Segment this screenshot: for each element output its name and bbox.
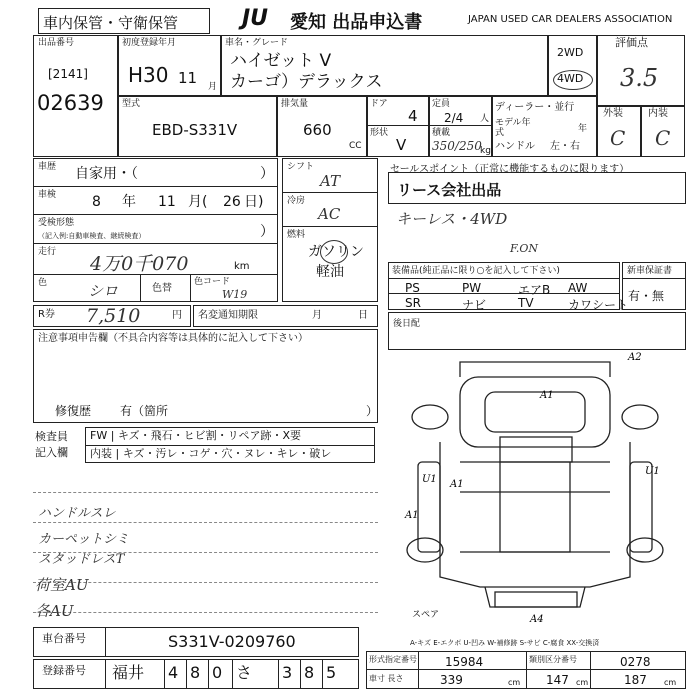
mark-u1-right: U1 [645,466,660,477]
shape-label: 形状 [370,128,389,138]
equipment-item: エアB [518,283,551,297]
drive-2wd: 2WD [557,46,584,59]
handle-label: ハンドル [495,141,535,152]
shift-value: AT [320,172,341,190]
checker-row1: FW | キズ・飛石・ヒビ割・リペア跡・X要 [90,429,301,442]
door-label: ドア [370,99,388,109]
capacity-value: 2/4 [444,111,464,125]
registration-char: 4 [168,663,179,682]
fuel-diesel: 軽油 [316,264,344,280]
capacity-label: 定員 [432,99,451,109]
sales-note: キーレス・4WD [396,210,508,228]
first-reg-label: 初度登録年月 [122,38,177,48]
equipment-item: カワシート [568,298,629,312]
lot-bracket: [2141] [48,67,88,81]
storage-box [38,8,210,34]
model-label: 型式 [122,99,141,109]
storage-text: 車内保管・守衛保管 [43,14,179,32]
mileage-value: 4万0千070 [90,253,189,275]
interior-value: C [655,126,671,150]
fuel-gas: ガソリン [308,244,364,260]
warranty-value: 有・無 [628,289,665,303]
handle-value: 左・右 [550,141,580,152]
displacement-value: 660 [303,121,332,139]
equipment-item: PW [462,281,482,295]
checker-row2: 内装 | キズ・汚レ・コゲ・穴・ヌレ・キレ・破レ [90,447,332,460]
hand-note-1: ハンドルスレ [38,506,116,521]
first-reg-month: 11 [178,69,198,87]
receive-label: 受検形態 [38,218,75,228]
notice-label: 名変通知期限 [198,310,258,321]
mark-u1-left: U1 [422,474,437,485]
form-title: 愛知 出品申込書 [290,12,423,33]
mark-a1-side: A1 [405,510,419,521]
car-name-line2: カーゴ）デラックス [230,72,383,92]
association-name: JAPAN USED CAR DEALERS ASSOCIATION [468,14,673,25]
equipment-item: TV [518,296,534,310]
repair-label: 修復歴 [55,404,92,418]
width-value: 147 [546,673,569,687]
model-value: EBD-S331V [152,121,238,139]
chassis-label: 車台番号 [42,632,86,645]
registration-char: 3 [282,663,293,682]
fuel-label: 燃料 [287,230,306,240]
inspection-label: 車検 [38,190,57,200]
height-value: 187 [624,673,647,687]
color-code-label: 色コード [194,277,231,287]
mark-a1-roof: A1 [540,390,554,401]
exterior-label: 外装 [603,108,623,119]
history-block [33,158,278,302]
length-value: 339 [440,673,463,687]
lot-number: 02639 [37,91,104,115]
aircon-value: AC [318,205,341,223]
lease-box [388,172,686,204]
mark-a4: A4 [530,614,544,625]
drive-4wd: 4WD [557,72,584,85]
hand-note-4: 荷室AU [35,576,89,594]
grade-value: 3.5 [620,64,659,92]
car-damage-diagram [400,352,690,632]
history-value: 自家用・（ [75,166,138,182]
lot-label: 出品番号 [38,38,75,48]
after-label: 後日配 [393,319,421,329]
shape-value: V [396,136,407,154]
car-name-label: 車名・グレード [225,38,289,48]
form-label: 形式指定番号 [369,655,417,664]
hand-note-3: スタッドレスT [38,552,125,567]
mileage-label: 走行 [38,247,57,257]
equipment-label: 装備品(純正品に限り○を記入して下さい) [392,266,560,276]
grade-label: 評価点 [615,36,648,49]
drive-4wd-circle [553,70,593,90]
model-year-label: モデル年式 [495,118,531,138]
repair-value: 有（箇所 [120,404,169,418]
sales-point-label: セールスポイント（正常に機能するものに限ります） [390,164,630,175]
recycle-label: R券 [38,309,55,320]
notes-title: 注意事項申告欄（不具合内容等は具体的に記入して下さい） [38,333,308,344]
exterior-value: C [610,126,626,150]
shift-label: シフト [287,162,315,172]
checker-label1: 検査員 [35,430,68,443]
load-label: 積載 [432,128,451,138]
mark-a1-left: A1 [450,479,464,490]
fuel-gas-circle [320,240,348,264]
registration-char: さ [236,663,253,682]
hand-note-2: カーペットシミ [38,532,130,547]
aircon-label: 冷房 [287,196,306,206]
color-change-label: 色替 [152,283,172,294]
registration-char: 8 [190,663,201,682]
registration-char: 8 [304,663,315,682]
chassis-value: S331V-0209760 [168,632,296,651]
equipment-item: AW [568,281,588,295]
equipment-item: PS [405,281,420,295]
first-reg-year: H30 [128,63,169,87]
ju-logo: JU [242,6,269,31]
class-value: 0278 [620,655,651,669]
color-value: シロ [88,282,119,300]
size-label: 車寸 長さ [369,674,404,683]
hand-note-5: 各AU [35,602,74,620]
registration-label: 登録番号 [42,664,86,677]
lease-text: リース会社出品 [397,181,502,199]
checker-label2: 記入欄 [35,446,68,459]
dealer-label: ディーラー・並行 [495,102,575,113]
equipment-item: SR [405,296,421,310]
door-value: 4 [408,107,418,125]
form-value: 15984 [445,655,484,669]
spare-label: スペア [412,610,440,620]
registration-char: 福井 [112,663,145,682]
load-value: 350/250 [432,139,482,153]
after-block [388,312,686,350]
registration-char: 0 [212,663,223,682]
recycle-value: 7,510 [86,305,141,327]
color-code-value: W19 [222,288,248,301]
class-label: 類別区分番号 [529,655,577,664]
displacement-label: 排気量 [281,99,309,109]
damage-legend: A-キズ E-エクボ U-凹み W-補修跡 S-サビ C-腐食 XX-交換済 [410,639,600,647]
equipment-item: ナビ [462,298,487,312]
equipment-hand-note: F.ON [510,242,539,255]
warranty-label: 新車保証書 [627,266,673,276]
color-label: 色 [38,278,48,288]
history-label: 車歴 [38,162,57,172]
interior-label: 内装 [648,108,668,119]
mark-a2: A2 [628,352,642,363]
registration-char: 5 [326,663,337,682]
car-name-line1: ハイゼット V [230,51,332,71]
